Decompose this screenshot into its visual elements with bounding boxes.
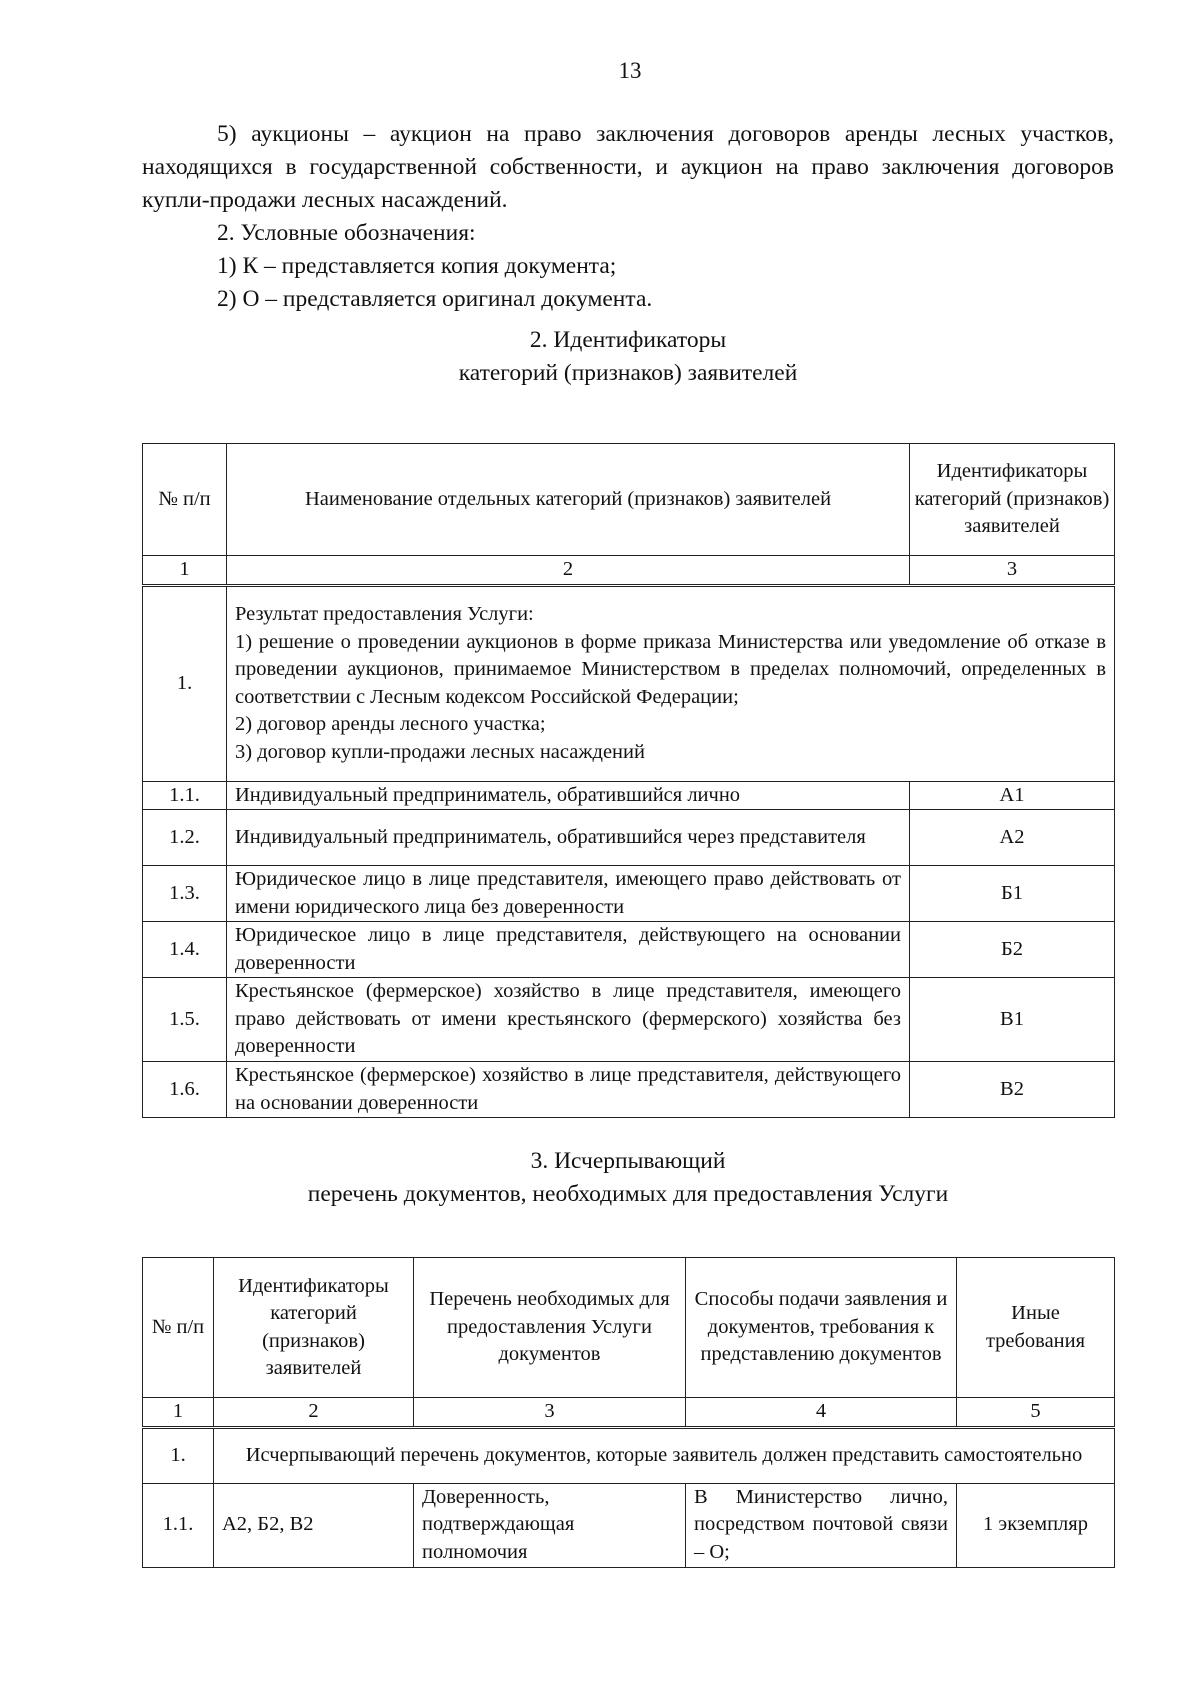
category-id: А1 (910, 781, 1115, 810)
column-number: 1 (143, 1398, 214, 1428)
section-3-title: 3. Исчерпывающий (530, 1148, 726, 1174)
category-id: В1 (910, 978, 1115, 1062)
header-category-id: Идентификаторы категорий (признаков) заявителей (910, 444, 1115, 556)
table-row (143, 978, 1115, 1062)
legend-copy: 1) К – представляется копия документа; (217, 253, 617, 279)
group-row (143, 1427, 1115, 1483)
item-5-paragraph: 5) аукционы – аукцион на право заключения договоров аренды лесных участков, находящихся в государственной собственности, и аукцион на право заключения договоров купли-продажи лесных насаждений. (142, 121, 1114, 213)
submission-method: В Министерство лично, посредством почтовой связи – О; (686, 1483, 957, 1567)
column-number: 3 (414, 1398, 686, 1428)
other-requirements: 1 экземпляр (957, 1483, 1115, 1567)
page-number: 13 (618, 58, 642, 83)
category-id: Б2 (910, 922, 1115, 978)
column-number: 3 (910, 556, 1115, 586)
table-row (143, 810, 1115, 866)
section-3-subtitle: перечень документов, необходимых для предоставления Услуги (307, 1181, 949, 1207)
row-number: 1. (143, 1427, 214, 1483)
row-number: 1.6. (143, 1062, 227, 1118)
group-title: Исчерпывающий перечень документов, которые заявитель должен представить самостоятельно (214, 1427, 1115, 1483)
header-number: № п/п (143, 444, 227, 556)
table-header-row (143, 1258, 1115, 1398)
table-header-row (143, 444, 1115, 556)
header-number: № п/п (143, 1258, 214, 1398)
table-row (143, 781, 1115, 810)
result-item-3: 3) договор купли-продажи лесных насаждений (235, 740, 645, 763)
row-number: 1.4. (143, 922, 227, 978)
row-number: 1. (143, 585, 227, 781)
header-documents: Перечень необходимых для предоставления Услуги документов (414, 1258, 686, 1398)
row-number: 1.1. (143, 781, 227, 810)
category-id: Б1 (910, 866, 1115, 922)
legend-title: 2. Условные обозначения: (217, 220, 476, 246)
category-name: Индивидуальный предприниматель, обратившийся лично (227, 781, 910, 810)
result-description (227, 585, 1115, 781)
document-name: Доверенность, подтверждающая полномочия (414, 1483, 686, 1567)
column-number: 4 (686, 1398, 957, 1428)
header-other-requirements: Иные требования (957, 1258, 1115, 1398)
section-3-heading (142, 1145, 1114, 1211)
table-row (143, 1062, 1115, 1118)
category-name: Юридическое лицо в лице представителя, действующего на основании доверенности (227, 922, 910, 978)
section-2-heading (142, 324, 1114, 390)
category-name: Крестьянское (фермерское) хозяйство в лице представителя, действующего на основании доверенности (227, 1062, 910, 1118)
column-number: 5 (957, 1398, 1115, 1428)
category-name: Юридическое лицо в лице представителя, имеющего право действовать от имени юридического лица без доверенности (227, 866, 910, 922)
documents-table (142, 1257, 1115, 1568)
row-number: 1.2. (143, 810, 227, 866)
column-number: 2 (227, 556, 910, 586)
applicant-categories-table (142, 443, 1115, 1118)
table-row (143, 866, 1115, 922)
intro-text (142, 118, 1114, 316)
row-number: 1.3. (143, 866, 227, 922)
table-row (143, 1483, 1115, 1567)
legend-original: 2) О – представляется оригинал документа. (217, 286, 653, 312)
category-id: В2 (910, 1062, 1115, 1118)
section-2-title: 2. Идентификаторы (529, 327, 727, 353)
row-number: 1.1. (143, 1483, 214, 1567)
category-name: Крестьянское (фермерское) хозяйство в лице представителя, имеющего право действовать от имени крестьянского (фермерского) хозяйства без доверенности (227, 978, 910, 1062)
column-number: 1 (143, 556, 227, 586)
result-item-2: 2) договор аренды лесного участка; (235, 713, 546, 735)
row-number: 1.5. (143, 978, 227, 1062)
section-2-subtitle: категорий (признаков) заявителей (458, 360, 798, 386)
column-number-row (143, 1398, 1115, 1428)
header-category-name: Наименование отдельных категорий (признаков) заявителей (227, 444, 910, 556)
category-id: А2 (910, 810, 1115, 866)
applicable-category-ids: А2, Б2, В2 (214, 1483, 414, 1567)
category-name: Индивидуальный предприниматель, обратившийся через представителя (227, 810, 910, 866)
header-submission-methods: Способы подачи заявления и документов, требования к представлению документов (686, 1258, 957, 1398)
header-category-ids: Идентификаторы категорий (признаков) заявителей (214, 1258, 414, 1398)
column-number: 2 (214, 1398, 414, 1428)
column-number-row (143, 556, 1115, 586)
result-heading: Результат предоставления Услуги: (235, 603, 534, 625)
result-item-1: 1) решение о проведении аукционов в форме приказа Министерства или уведомление об отказе в проведении аукционов, принимаемое Министерством в пределах полномочий, определенных в соответствии с Лесным кодексом Российской Федерации; (235, 630, 1106, 708)
result-row (143, 585, 1115, 781)
table-row (143, 922, 1115, 978)
